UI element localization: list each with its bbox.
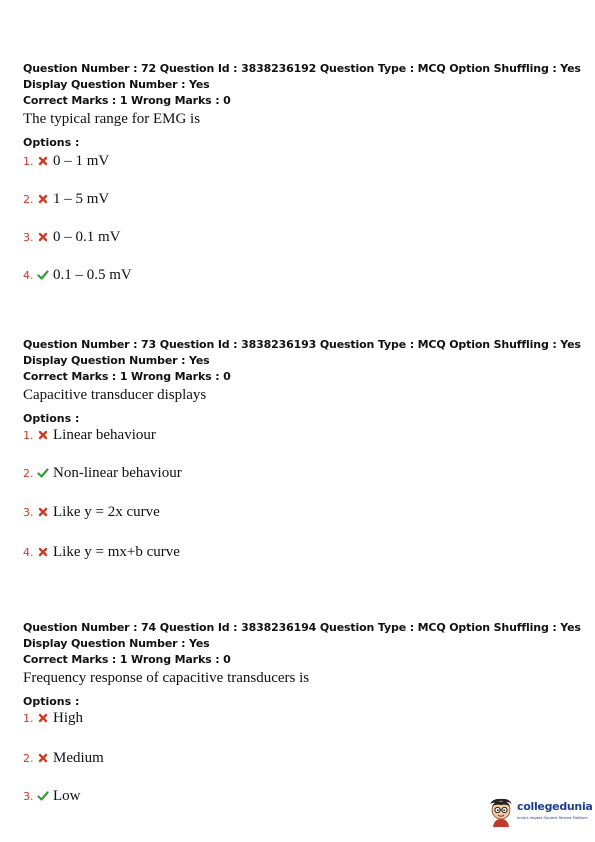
question-header: Question Number : 73 Question Id : 3838236193 Question Type : MCQ Option Shuffling : Yes: [23, 338, 581, 351]
option-2: [23, 464, 583, 482]
option-text: Like y = 2x curve: [53, 504, 160, 520]
question-header: Question Number : 72 Question Id : 3838236192 Question Type : MCQ Option Shuffling : Yes: [23, 62, 581, 75]
options-label: Options :: [23, 136, 80, 149]
option-number: 2.: [23, 193, 34, 206]
option-4: [23, 543, 583, 561]
display-question-number: Display Question Number : Yes: [23, 354, 210, 367]
option-number: 3.: [23, 790, 34, 803]
check-icon: [37, 269, 49, 281]
cross-icon: [37, 546, 49, 558]
option-text: 1 – 5 mV: [53, 191, 110, 207]
question-block-72: [23, 61, 583, 284]
option-number: 2.: [23, 467, 34, 480]
option-text: Like y = mx+b curve: [53, 544, 180, 560]
option-text: 0 – 0.1 mV: [53, 229, 121, 245]
option-number: 4.: [23, 269, 34, 282]
option-text: Non-linear behaviour: [53, 465, 182, 481]
question-text: The typical range for EMG is: [23, 111, 201, 127]
cross-icon: [37, 231, 49, 243]
check-icon: [37, 790, 49, 802]
option-text: High: [53, 710, 83, 726]
option-number: 1.: [23, 429, 34, 442]
option-number: 1.: [23, 712, 34, 725]
option-4: [23, 266, 583, 284]
marks-line: Correct Marks : 1 Wrong Marks : 0: [23, 653, 231, 666]
option-number: 3.: [23, 231, 34, 244]
option-3: [23, 228, 583, 246]
logo-tagline: India's largest Student Review Platform: [517, 816, 588, 820]
cross-icon: [37, 506, 49, 518]
option-number: 4.: [23, 546, 34, 559]
check-icon: [37, 467, 49, 479]
marks-line: Correct Marks : 1 Wrong Marks : 0: [23, 94, 231, 107]
cross-icon: [37, 193, 49, 205]
option-number: 2.: [23, 752, 34, 765]
option-text: Linear behaviour: [53, 427, 156, 443]
option-text: Low: [53, 788, 81, 804]
display-question-number: Display Question Number : Yes: [23, 78, 210, 91]
option-2: [23, 749, 583, 767]
question-block-74: [23, 620, 583, 805]
option-number: 3.: [23, 506, 34, 519]
option-text: Medium: [53, 750, 104, 766]
logo-wordmark: collegedunia: [517, 800, 593, 813]
question-text: Capacitive transducer displays: [23, 387, 207, 403]
question-header: Question Number : 74 Question Id : 3838236194 Question Type : MCQ Option Shuffling : Yes: [23, 621, 581, 634]
option-1: [23, 426, 583, 444]
options-label: Options :: [23, 695, 80, 708]
cross-icon: [37, 712, 49, 724]
option-2: [23, 190, 583, 208]
option-text: 0 – 1 mV: [53, 153, 110, 169]
option-1: [23, 709, 583, 727]
cross-icon: [37, 429, 49, 441]
option-1: [23, 152, 583, 170]
option-3: [23, 503, 583, 521]
options-label: Options :: [23, 412, 80, 425]
cross-icon: [37, 752, 49, 764]
display-question-number: Display Question Number : Yes: [23, 637, 210, 650]
question-block-73: [23, 337, 583, 561]
student-mascot-icon: [487, 796, 515, 828]
option-text: 0.1 – 0.5 mV: [53, 267, 132, 283]
option-number: 1.: [23, 155, 34, 168]
cross-icon: [37, 155, 49, 167]
question-text: Frequency response of capacitive transducers is: [23, 670, 310, 686]
marks-line: Correct Marks : 1 Wrong Marks : 0: [23, 370, 231, 383]
collegedunia-logo: [487, 796, 593, 830]
